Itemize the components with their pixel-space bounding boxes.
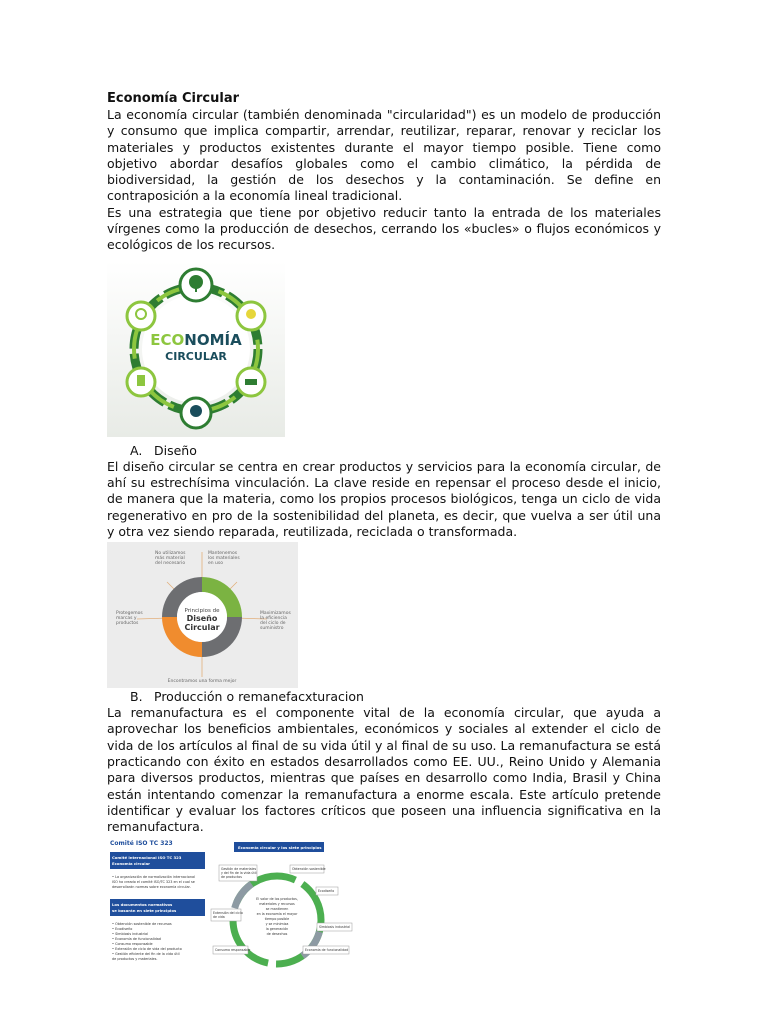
svg-text:Obtención sostenible: Obtención sostenible	[292, 866, 326, 871]
section-a-heading	[130, 443, 661, 459]
figure2-label-r-2: la eficiencia	[260, 616, 287, 622]
svg-text:Consumo responsable: Consumo responsable	[215, 947, 251, 952]
figure2-label-tl-3: del necesario	[155, 561, 186, 567]
figure1-center-line1: ECONOMÍA	[150, 330, 242, 349]
bulb-icon	[246, 309, 256, 319]
intro-paragraph-2: Es una estrategia que tiene por objetivo reducir tanto la entrada de los materiales vírgenes como la producción de desechos, cerrando los «bucles» o flujos económicos y ecológicos de los recursos.	[107, 204, 661, 253]
figure2-label-tr-1: Mantenemos	[208, 551, 238, 557]
svg-text:Economía circular: Economía circular	[112, 860, 151, 866]
globe-node	[181, 398, 211, 428]
recycle-node	[127, 302, 155, 330]
svg-text:Ecodiseño: Ecodiseño	[318, 888, 335, 893]
document-title: Economía Circular	[107, 91, 240, 106]
circular-design-figure	[107, 542, 298, 688]
section-b-marker: B.	[130, 689, 143, 705]
figure2-label-r-3: del ciclo de	[260, 621, 286, 627]
svg-text:Economía de funcionalidad: Economía de funcionalidad	[305, 947, 349, 952]
svg-text:y del fin de la vida útil: y del fin de la vida útil	[221, 870, 257, 875]
svg-text:• Extensión de ciclo de vida d: • Extensión de ciclo de vida del producto	[112, 946, 182, 951]
figure2-label-tr-2: los materiales	[208, 556, 240, 562]
figure2-label-tr-3: en uso	[208, 561, 224, 567]
figure1-center-line2: CIRCULAR	[165, 349, 227, 363]
section-b-heading	[130, 689, 661, 705]
tree-node	[180, 269, 212, 301]
svg-text:materiales y recursos: materiales y recursos	[259, 901, 295, 906]
figure2-label-bottom: Encontramos una forma mejor	[167, 679, 237, 685]
svg-text:Economía circular y los siete: Economía circular y los siete principios	[238, 844, 322, 850]
svg-text:Gestión de materiales: Gestión de materiales	[221, 866, 257, 871]
svg-text:tiempo posible: tiempo posible	[264, 916, 290, 921]
circular-economy-figure	[107, 261, 285, 437]
globe-icon	[190, 405, 202, 417]
recycle-bin-icon	[137, 375, 145, 386]
section-a-marker: A.	[130, 442, 143, 458]
figure2-label-l-1: Protegemos	[116, 611, 143, 617]
svg-text:ISO ha creado el comité ISO/TC: ISO ha creado el comité ISO/TC 323 en el cual se	[112, 879, 195, 884]
factory-icon	[245, 379, 257, 385]
svg-text:• Simbiosis industrial: • Simbiosis industrial	[112, 931, 149, 936]
svg-text:desarrollarán normas sobre eco: desarrollarán normas sobre economía circular.	[112, 884, 191, 889]
svg-text:Extensión del ciclo: Extensión del ciclo	[213, 910, 243, 915]
document-page	[107, 91, 661, 987]
svg-text:y se minimiza: y se minimiza	[265, 921, 289, 926]
svg-text:• Ecodiseño: • Ecodiseño	[112, 926, 133, 931]
bulb-node	[237, 302, 265, 330]
figure2-label-tl-2: más material	[155, 556, 185, 562]
section-b-text: La remanufactura es el componente vital de la economía circular, que ayuda a aprovechar los beneficios ambientales, económicos y sociales al extender el ciclo de vida de los artículos al final de su vida útil y al final de su uso. La remanufactura se está practicando con éxito en estados desarrollados como EE. UU., Reino Unido y Alemania para diversos productos, mientras que países en desarrollo como India, Brasil y China están intentando comenzar la remanufactura a enorme escala. Este artículo pretende identificar y evaluar los factores críticos que poseen una influencia significativa en la remanufactura.	[107, 705, 661, 835]
bin-node	[127, 368, 155, 396]
section-a-title: Diseño	[154, 442, 197, 458]
svg-text:la generación: la generación	[265, 926, 289, 931]
svg-text:Los documentos normativos: Los documentos normativos	[112, 901, 173, 907]
figure2-label-l-3: productos	[116, 621, 139, 627]
svg-text:de vida: de vida	[213, 914, 225, 919]
factory-node	[237, 368, 265, 396]
figure2-label-tl-1: No utilizamos	[155, 551, 186, 557]
iso-tc323-figure	[107, 837, 357, 987]
svg-text:• Consumo responsable: • Consumo responsable	[112, 941, 153, 946]
svg-text:en la economía el mayor: en la economía el mayor	[256, 911, 298, 916]
svg-text:de productos y materiales.: de productos y materiales.	[112, 956, 158, 961]
svg-text:de desechos: de desechos	[266, 931, 288, 936]
intro-paragraph-1: La economía circular (también denominada "circularidad") es un modelo de producción y consumo que implica compartir, arrendar, reutilizar, reparar, renovar y reciclar los materiales y productos existentes durante el mayor tiempo posible. Tiene como objetivo abordar desafíos globales como el cambio climático, la pérdida de biodiversidad, la gestión de los desechos y la contaminación. Se define en contraposición a la economía lineal tradicional.	[107, 107, 661, 204]
svg-text:Simbiosis industrial: Simbiosis industrial	[319, 924, 350, 929]
figure2-center-l3: Circular	[184, 623, 220, 633]
figure2-label-r-4: suministro	[260, 626, 284, 632]
svg-text:• Gestión eficiente del fin de: • Gestión eficiente del fin de la vida útil	[112, 951, 180, 956]
section-a-text: El diseño circular se centra en crear productos y servicios para la economía circular, de ahí su estrechísima vinculación. La clave reside en repensar el proceso desde el inicio, de manera que la materia, como los propios procesos biológicos, tenga un ciclo de vida regenerativo en pro de la sostenibilidad del planeta, es decir, que vuelva a ser útil una y otra vez siendo reparada, reutilizada, reciclada o transformada.	[107, 458, 661, 539]
figure2-label-l-2: marcas y	[116, 616, 137, 622]
svg-text:• Obtención sostenible de recu: • Obtención sostenible de recursos	[112, 921, 172, 926]
svg-text:Comité Internacional ISO TC 32: Comité Internacional ISO TC 323	[112, 854, 182, 860]
section-b-title: Producción o remanefacxturacion	[154, 689, 364, 705]
svg-text:se basarán en siete principios: se basarán en siete principios	[112, 907, 177, 913]
svg-text:• La organización de normaliza: • La organización de normalización internacional	[112, 874, 196, 879]
figure2-center-l1: Principios de	[184, 608, 220, 615]
svg-text:se mantienen: se mantienen	[265, 906, 289, 911]
svg-text:• Economía de funcionalidad: • Economía de funcionalidad	[112, 936, 161, 941]
figure2-label-r-1: Maximizamos	[260, 611, 291, 617]
svg-text:de productos: de productos	[221, 874, 242, 879]
figure2-center-l2: Diseño	[186, 614, 218, 624]
figure3-header: Comité ISO TC 323	[110, 839, 173, 847]
svg-text:El valor de los productos,: El valor de los productos,	[256, 896, 298, 901]
